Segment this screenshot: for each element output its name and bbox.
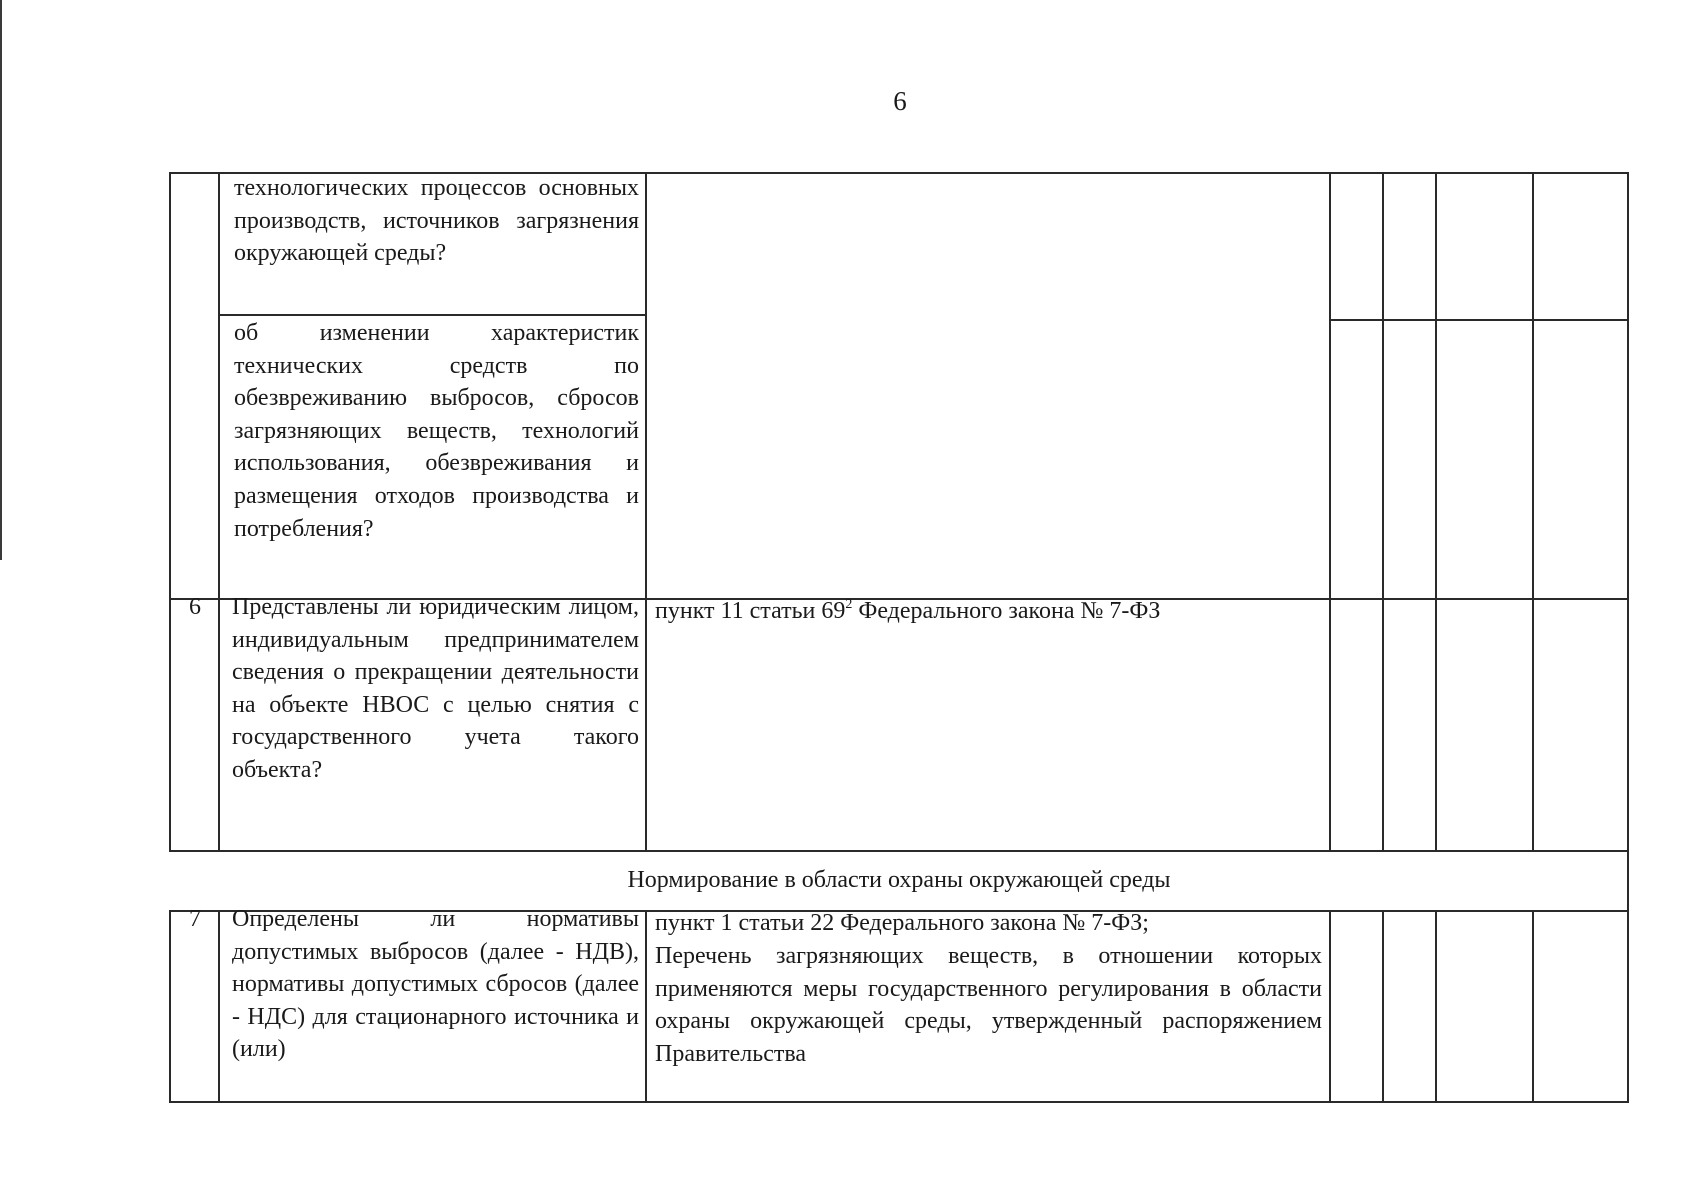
column-divider xyxy=(1435,172,1437,850)
table-border-bottom xyxy=(169,1101,1629,1103)
column-divider xyxy=(645,172,647,850)
question-cell: Представлены ли юридическим лицом, индивидуальным предпринимателем сведения о прекращении деятельности на объекте НВОС с целью снятия с государственного учета такого объекта? xyxy=(232,594,639,783)
column-divider xyxy=(1435,910,1437,1102)
column-divider xyxy=(218,172,220,850)
question-cell: технологических процессов основных производств, источников загрязнения окружающей среды? xyxy=(234,175,639,267)
table-border-right xyxy=(1627,172,1629,1102)
table-border-left xyxy=(169,172,171,850)
row-number: 6 xyxy=(189,594,201,620)
column-divider xyxy=(645,910,647,1102)
scan-edge xyxy=(0,0,2,560)
table-border-left xyxy=(169,910,171,1102)
column-divider xyxy=(1329,172,1331,850)
column-divider xyxy=(1532,910,1534,1102)
reference-text: пункт 11 статьи 69 xyxy=(655,598,846,624)
question-cell: Определены ли нормативы допустимых выбросов (далее - НДВ), нормативы допустимых сбросов (далее - НДС) для стационарного источника и (или) xyxy=(232,906,639,1063)
column-divider xyxy=(1382,172,1384,850)
column-divider xyxy=(1382,910,1384,1102)
row-divider xyxy=(1329,319,1629,321)
page-number: 6 xyxy=(893,86,907,116)
reference-text: Федерального закона № 7-ФЗ xyxy=(852,598,1161,624)
question-cell: об изменении характеристик технических средств по обезвреживанию выбросов, сбросов загрязняющих веществ, технологий использования, обезвреживания и размещения отходов производства и потребления? xyxy=(234,320,639,542)
column-divider xyxy=(1329,910,1331,1102)
legal-reference: пункт 1 статьи 22 Федерального закона № 7-ФЗ; xyxy=(655,910,1149,936)
row-number: 7 xyxy=(189,906,201,932)
column-divider xyxy=(1532,172,1534,850)
legal-reference xyxy=(655,595,1160,628)
section-heading: Нормирование в области охраны окружающей среды xyxy=(627,867,1171,893)
reference-superscript: 2 xyxy=(845,597,853,612)
column-divider xyxy=(218,910,220,1102)
checklist-table xyxy=(169,172,1629,1102)
legal-reference: Перечень загрязняющих веществ, в отношении которых применяются меры государственного регулирования в области охраны окружающей среды, утвержденный распоряжением Правительства xyxy=(655,943,1322,1067)
row-divider xyxy=(218,314,645,316)
row-divider xyxy=(169,850,1629,852)
